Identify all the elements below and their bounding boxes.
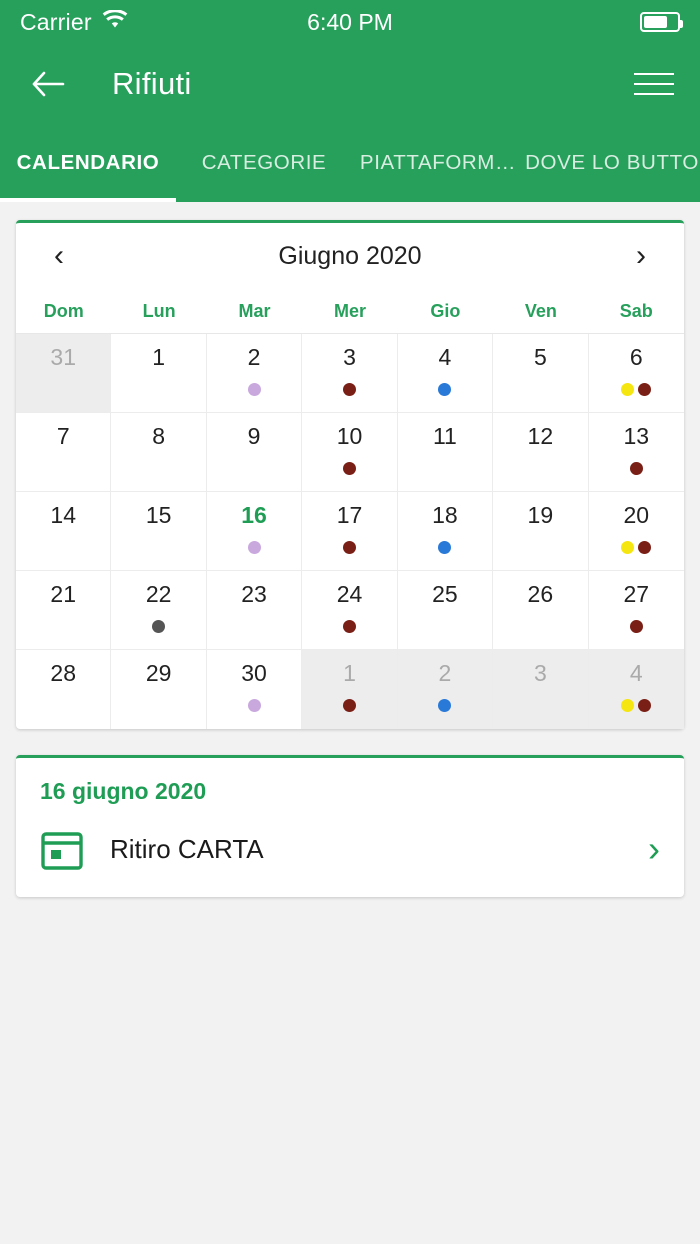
calendar-day-dots [343,619,356,633]
weekday-mer: Mer [333,300,366,321]
calendar-day-number: 8 [152,423,166,449]
weekday-lun: Lun [142,300,176,321]
calendar-day-3-other[interactable] [493,650,588,729]
calendar-day-dots [621,540,651,554]
calendar-day-dots [343,461,356,475]
event-dot-purple [248,541,261,554]
calendar-day-1-other[interactable] [302,650,397,729]
main-content [0,202,700,1244]
carrier-label: Carrier [20,8,92,35]
event-dot-purple [248,383,261,396]
event-dot-purple [248,699,261,712]
calendar-day-4-other[interactable] [589,650,684,729]
calendar-day-number: 7 [56,423,70,449]
calendar-day-number: 27 [623,581,650,607]
calendar-day-number: 2 [438,660,452,686]
battery-icon [640,12,680,32]
calendar-day-14[interactable] [16,492,111,571]
chevron-right-icon[interactable]: › [648,828,660,869]
chevron-left-icon[interactable]: ‹ [54,239,64,272]
calendar-day-11[interactable] [398,413,493,492]
calendar-day-number: 1 [152,344,166,370]
calendar-day-number: 15 [145,502,172,528]
tab-dove-lo-butto[interactable]: DOVE LO BUTTO [525,151,699,174]
calendar-day-number: 24 [336,581,363,607]
calendar-day-12[interactable] [493,413,588,492]
calendar-card [16,220,684,729]
calendar-day-dots [248,540,261,554]
calendar-day-15[interactable] [111,492,206,571]
calendar-day-1[interactable] [111,334,206,413]
chevron-right-icon[interactable]: › [636,239,646,272]
calendar-day-number: 6 [629,344,643,370]
calendar-day-8[interactable] [111,413,206,492]
weekday-ven: Ven [524,300,557,321]
calendar-day-19[interactable] [493,492,588,571]
event-dot-darkred [638,699,651,712]
calendar-day-number: 25 [432,581,458,607]
calendar-day-number: 3 [343,344,356,370]
weekday-mar: Mar [238,300,271,321]
back-button[interactable] [26,62,70,106]
event-dot-darkred [343,541,356,554]
calendar-day-dots [343,382,356,396]
calendar-day-number: 11 [432,423,457,449]
calendar-grid [16,333,684,729]
calendar-day-number: 20 [623,502,650,528]
battery-fill [644,16,667,28]
calendar-day-number: 12 [527,423,554,449]
calendar-day-26[interactable] [493,571,588,650]
event-dot-darkred [630,620,643,633]
event-label: Ritiro CARTA [110,833,264,864]
calendar-week-row [16,492,684,571]
event-dot-darkred [343,699,356,712]
tab-calendario[interactable]: CALENDARIO [0,124,176,202]
page-title: Rifiuti [112,66,192,101]
calendar-day-dots [438,382,451,396]
calendar-day-dots [248,382,261,396]
calendar-day-number: 22 [145,581,172,607]
calendar-day-number: 14 [50,502,76,528]
calendar-day-number: 2 [247,344,261,370]
calendar-day-24[interactable] [302,571,397,650]
calendar-day-dots [152,619,165,633]
calendar-day-number: 16 [241,502,267,528]
event-dot-darkred [343,462,356,475]
calendar-day-dots [438,698,451,712]
calendar-day-number: 18 [432,502,458,528]
calendar-day-23[interactable] [207,571,302,650]
calendar-day-30[interactable] [207,650,302,729]
calendar-week-row [16,413,684,492]
calendar-day-number: 30 [241,660,267,686]
calendar-day-number: 19 [527,502,554,528]
calendar-day-number: 21 [50,581,76,607]
event-row[interactable] [40,827,660,871]
calendar-day-27[interactable] [589,571,684,650]
calendar-month-title: Giugno 2020 [278,241,422,270]
calendar-day-17[interactable] [302,492,397,571]
calendar-day-number: 23 [241,581,267,607]
calendar-day-16[interactable] [207,492,302,571]
calendar-week-row [16,571,684,650]
calendar-day-29[interactable] [111,650,206,729]
weekday-sab: Sab [619,300,653,321]
app-bar [0,44,700,124]
status-bar-left [20,9,128,36]
calendar-day-20[interactable] [589,492,684,571]
status-bar-right [640,12,680,32]
event-dot-darkred [638,383,651,396]
calendar-day-dots [248,698,261,712]
event-dot-blue [438,699,451,712]
calendar-day-dots [343,540,356,554]
status-time: 6:40 PM [307,8,393,35]
calendar-week-row [16,650,684,729]
calendar-day-2-other[interactable] [398,650,493,729]
hamburger-menu-icon[interactable] [634,69,674,99]
calendar-day-3[interactable] [302,334,397,413]
calendar-day-number: 10 [336,423,363,449]
calendar-day-number: 1 [343,660,356,686]
calendar-day-number: 28 [50,660,76,686]
arrow-left-icon [31,71,65,97]
calendar-day-31-other[interactable] [16,334,111,413]
calendar-day-4[interactable] [398,334,493,413]
status-bar [0,0,700,44]
calendar-day-number: 5 [533,344,547,370]
calendar-day-number: 13 [623,423,650,449]
calendar-day-dots [438,540,451,554]
event-detail-date: 16 giugno 2020 [40,778,207,804]
event-dot-yellow [621,383,634,396]
calendar-day-6[interactable] [589,334,684,413]
wifi-icon [102,10,128,35]
calendar-day-2[interactable] [207,334,302,413]
calendar-day-22[interactable] [111,571,206,650]
calendar-day-number: 4 [629,660,643,686]
calendar-day-dots [343,698,356,712]
weekday-gio: Gio [430,300,461,321]
tab-categorie[interactable]: CATEGORIE [201,151,327,174]
calendar-day-number: 9 [247,423,261,449]
weekday-dom: Dom [43,300,84,321]
event-dot-blue [438,541,451,554]
tab-piattaforme[interactable]: PIATTAFORM… [359,151,517,174]
calendar-day-13[interactable] [589,413,684,492]
calendar-day-number: 29 [145,660,172,686]
event-dot-darkred [638,541,651,554]
calendar-day-21[interactable] [16,571,111,650]
calendar-icon [40,827,84,871]
calendar-day-dots [630,461,643,475]
tab-bar [0,124,700,202]
calendar-day-number: 26 [527,581,554,607]
event-dot-darkred [630,462,643,475]
calendar-day-number: 4 [438,344,452,370]
event-detail-card [16,755,684,897]
calendar-day-number: 17 [336,502,363,528]
calendar-header [16,223,684,289]
calendar-day-dots [621,382,651,396]
event-dot-blue [438,383,451,396]
calendar-day-dots [630,619,643,633]
calendar-day-9[interactable] [207,413,302,492]
calendar-day-25[interactable] [398,571,493,650]
event-dot-darkred [343,620,356,633]
calendar-day-28[interactable] [16,650,111,729]
calendar-day-18[interactable] [398,492,493,571]
calendar-week-row [16,334,684,413]
event-dot-yellow [621,541,634,554]
calendar-day-7[interactable] [16,413,111,492]
event-dot-gray [152,620,165,633]
calendar-day-dots [621,698,651,712]
calendar-day-number: 3 [533,660,547,686]
calendar-day-number: 31 [50,344,76,370]
calendar-day-5[interactable] [493,334,588,413]
event-dot-yellow [621,699,634,712]
calendar-day-10[interactable] [302,413,397,492]
event-dot-darkred [343,383,356,396]
weekday-header-row [16,289,684,333]
